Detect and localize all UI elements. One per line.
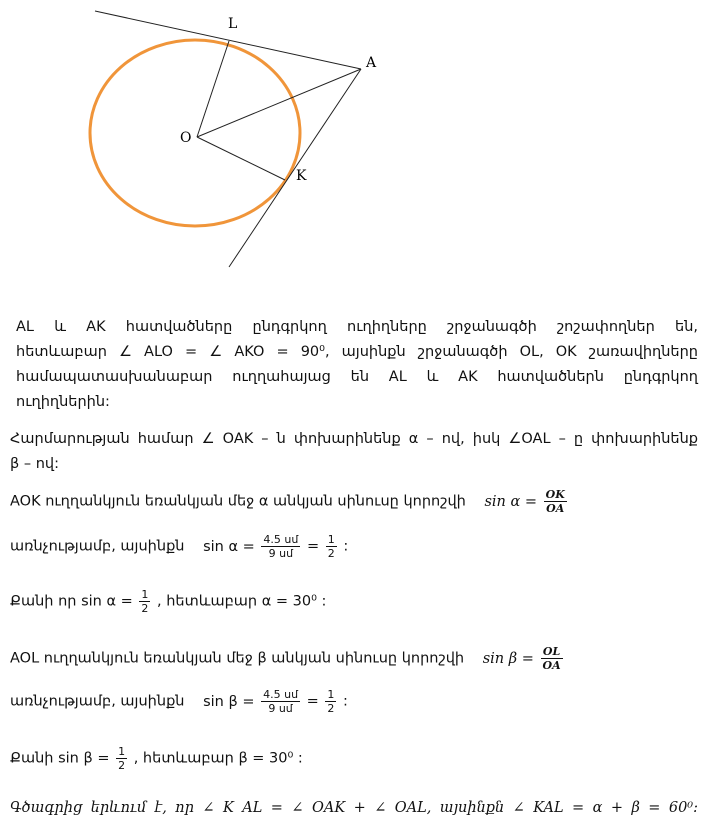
fraction: [544, 488, 567, 515]
text-segment: առնչությամբ, այսինքն: [10, 538, 185, 555]
point-label-o: O: [180, 130, 192, 146]
formula-line: [10, 645, 698, 672]
denominator: OA: [546, 502, 565, 515]
fraction: [541, 645, 563, 672]
numerator: 1: [141, 588, 149, 601]
formula-line: [10, 488, 698, 515]
numerator: 4.5 սմ: [263, 533, 299, 546]
sin-beta: sin β =: [482, 650, 534, 667]
colon: :: [343, 693, 348, 710]
point-label-k: K: [296, 168, 307, 184]
conclusion-line: Գծագրից երևում է, որ ∠ K AL = ∠ OAK + ∠ OAL, այսինքն ∠ KAL = α + β = 60⁰:: [10, 800, 698, 816]
text-segment: առնչությամբ, այսինքն: [10, 693, 185, 710]
text-line: հետևաբար ∠ ALO = ∠ AKO = 90⁰, այսինքն շրջանագծի OL, OK շառավիղները: [16, 344, 698, 360]
formula-line: [10, 745, 698, 772]
formula-line: [10, 688, 698, 715]
formula-line: [10, 588, 698, 615]
text-segment: Քանի: [10, 750, 54, 767]
denominator: 9 սմ: [268, 547, 294, 560]
text-line: β – ով:: [10, 456, 59, 472]
numerator: 4.5 սմ: [263, 688, 299, 701]
fraction: [261, 688, 300, 715]
sin-beta: sin β =: [203, 693, 255, 710]
denominator: OA: [542, 659, 561, 672]
sin-alpha: sin α =: [81, 593, 133, 610]
denominator: 9 սմ: [268, 702, 293, 715]
sin-alpha: sin α =: [203, 538, 255, 555]
text-segment: Քանի որ: [10, 593, 77, 610]
text-segment: AOL ուղղանկյուն եռանկյան մեջ β անկյան սինուսը կորոշվի: [10, 650, 465, 667]
numerator: 1: [327, 533, 335, 546]
circle: [90, 40, 300, 226]
numerator: 1: [327, 688, 335, 701]
fraction: [261, 533, 300, 560]
sin-alpha: sin α =: [484, 493, 538, 510]
denominator: 2: [327, 547, 335, 560]
radius-ol: [197, 41, 229, 137]
fraction: [116, 745, 127, 772]
formula-line: [10, 533, 698, 560]
numerator: OL: [541, 645, 563, 659]
fraction: [326, 533, 337, 560]
geometry-figure: [0, 0, 706, 300]
sin-beta: sin β =: [58, 750, 110, 767]
text-line: Հարմարության համար ∠ OAK – ն փոխարինենք α – ով, իսկ ∠OAL – ը փոխարինենք: [10, 431, 698, 447]
numerator: OK: [545, 488, 565, 501]
tangent-line-ak: [229, 69, 361, 267]
radius-ok: [197, 137, 285, 180]
point-label-a: A: [366, 55, 377, 71]
text-segment: , հետևաբար α = 30⁰ :: [157, 593, 327, 610]
colon: :: [343, 538, 349, 555]
numerator: 1: [118, 745, 126, 758]
fraction: [139, 588, 150, 615]
equals-sign: =: [306, 693, 319, 710]
text-line: համապատասխանաբար ուղղահայաց են AL և AK հատվածներն ընդգրկող: [16, 369, 698, 385]
text-segment: , հետևաբար β = 30⁰ :: [133, 750, 303, 767]
denominator: 2: [327, 702, 335, 715]
denominator: 2: [118, 759, 126, 772]
text-segment: AOK ուղղանկյուն եռանկյան մեջ α անկյան սինուսը կորոշվի: [10, 493, 466, 510]
point-label-l: L: [228, 16, 238, 32]
denominator: 2: [141, 602, 149, 615]
text-line: ուղիղներին:: [16, 394, 110, 410]
text-line: AL և AK հատվածները ընդգրկող ուղիղները շրջանագծի շոշափողներ են,: [16, 319, 698, 335]
fraction: [325, 688, 336, 715]
equals-sign: =: [306, 538, 320, 555]
